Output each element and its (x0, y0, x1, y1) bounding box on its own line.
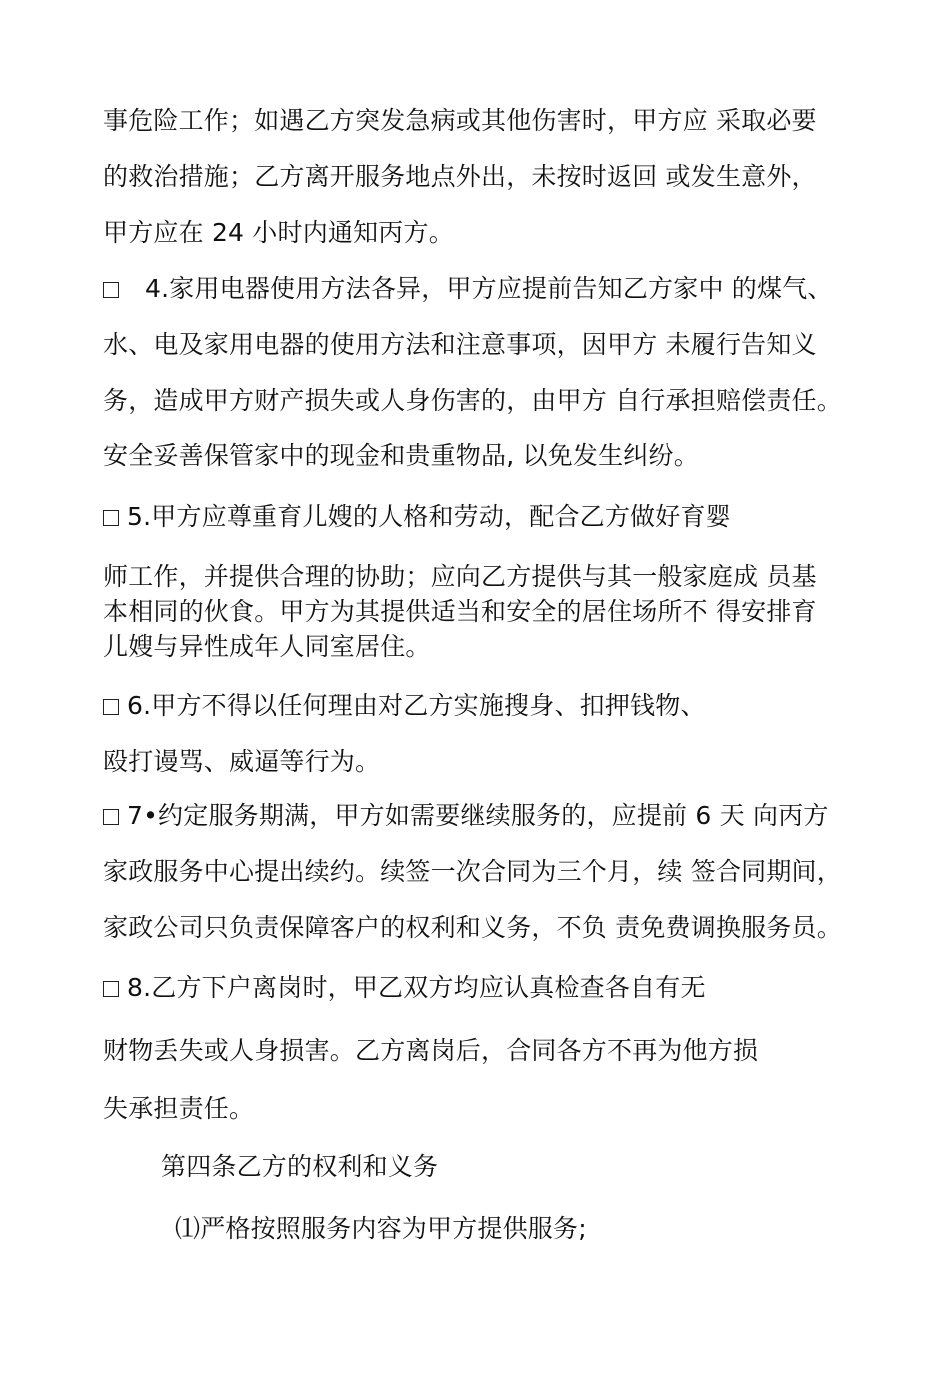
clause-8 (103, 973, 706, 1003)
checkbox-icon (103, 699, 119, 715)
clause-6 (103, 691, 706, 721)
clause-8-text: 8.乙方下户离岗时，甲乙双方均应认真检查各自有无 (127, 973, 706, 1002)
paragraph-line: 事危险工作；如遇乙方突发急病或其他伤害时，甲方应 采取必要 (103, 106, 817, 135)
clause-7 (103, 801, 829, 831)
paragraph-line: 家政服务中心提出续约。续签一次合同为三个月，续 签合同期间， (103, 857, 842, 886)
checkbox-icon (103, 510, 119, 526)
paragraph-line: 的救治措施；乙方离开服务地点外出，未按时返回 或发生意外， (103, 162, 817, 191)
clause-5-text: 5.甲方应尊重育儿嫂的人格和劳动，配合乙方做好育婴 (127, 502, 731, 531)
paragraph-line: 殴打谩骂、威逼等行为。 (103, 747, 381, 776)
clause-4 (103, 274, 833, 304)
paragraph-line: 财物丢失或人身损害。乙方离岗后，合同各方不再为他方损 (103, 1036, 759, 1065)
paragraph-line: 师工作，并提供合理的协助；应向乙方提供与其一般家庭成 员基 (103, 562, 817, 591)
clause-4-text: 4.家用电器使用方法各异，甲方应提前告知乙方家中 的煤气、 (145, 274, 833, 303)
paragraph-line: 水、电及家用电器的使用方法和注意事项，因甲方 未履行告知义 (103, 330, 817, 359)
clause-6-text: 6.甲方不得以任何理由对乙方实施搜身、扣押钱物、 (127, 691, 706, 720)
paragraph-line: 本相同的伙食。甲方为其提供适当和安全的居住场所不 得安排育 (103, 597, 817, 626)
checkbox-icon (103, 809, 119, 825)
clause-7-text: 7•约定服务期满，甲方如需要继续服务的，应提前 6 天 向丙方 (127, 801, 829, 830)
paragraph-line: 安全妥善保管家中的现金和贵重物品, 以免发生纠纷。 (103, 441, 699, 470)
checkbox-icon (103, 981, 119, 997)
paragraph-line: 家政公司只负责保障客户的权利和义务，不负 责免费调换服务员。 (103, 913, 842, 942)
section-heading: 第四条乙方的权利和义务 (161, 1152, 439, 1181)
paragraph-line: 甲方应在 24 小时内通知丙方。 (103, 218, 454, 247)
paragraph-line: 务，造成甲方财产损失或人身伤害的，由甲方 自行承担赔偿责任。 (103, 386, 842, 415)
checkbox-icon (103, 282, 119, 298)
list-item: ⑴严格按照服务内容为甲方提供服务; (175, 1214, 587, 1243)
clause-5 (103, 502, 731, 532)
paragraph-line: 儿嫂与异性成年人同室居住。 (103, 632, 431, 661)
paragraph-line: 失承担责任。 (103, 1094, 255, 1123)
